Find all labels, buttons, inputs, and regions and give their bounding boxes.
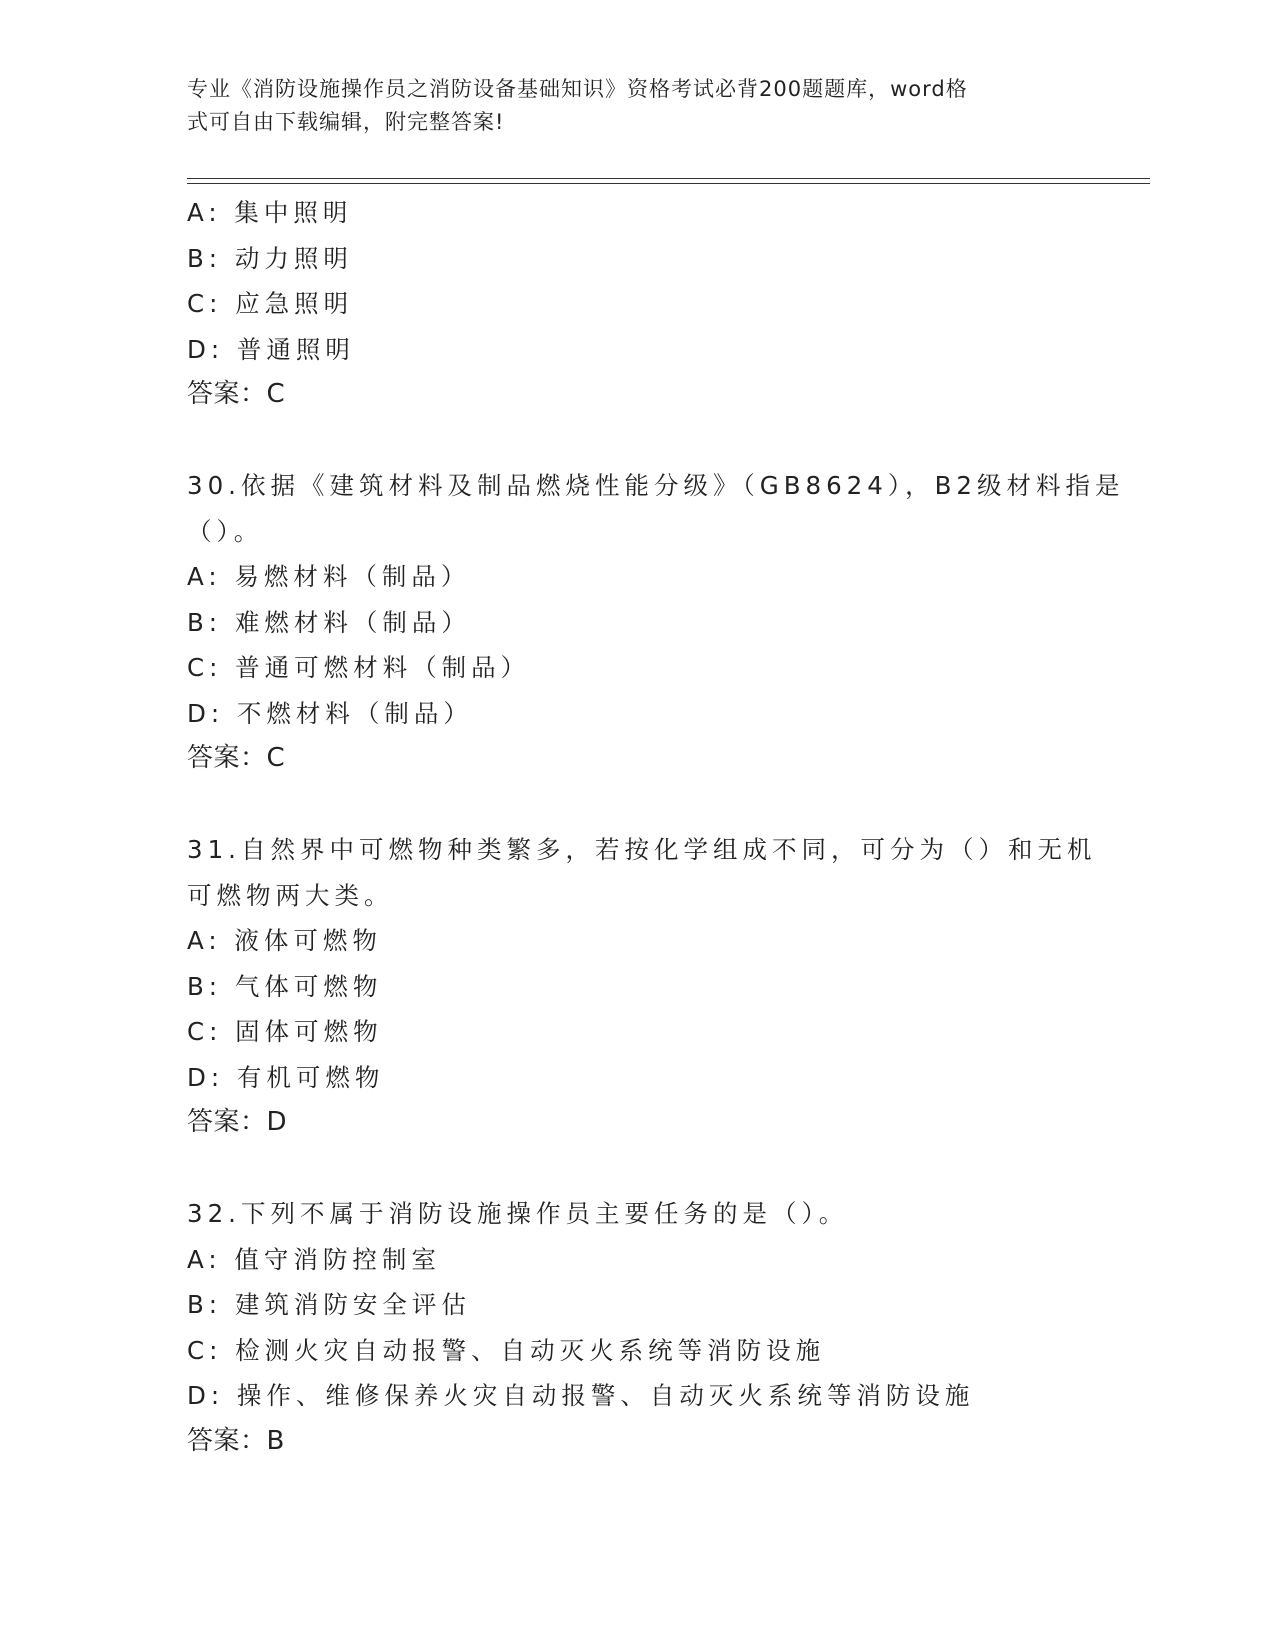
question-list: [187, 190, 1125, 1464]
option-d: D: 有机可燃物: [187, 1062, 385, 1092]
question-29: [187, 190, 1087, 418]
option-c: C: 检测火灾自动报警、自动灭火系统等消防设施: [187, 1335, 826, 1365]
option-c: C: 固体可燃物: [187, 1017, 383, 1046]
option-b: B: 动力照明: [187, 243, 353, 273]
spacer: [187, 1146, 1087, 1192]
option-d: D: 普通照明: [187, 334, 355, 364]
question-stem-line-1: 31.自然界中可燃物种类繁多，若按化学组成不同，可分为（）和无机: [187, 835, 1097, 864]
option-d: D: 不燃材料（制品）: [187, 698, 473, 728]
question-stem-line-2: 可燃物两大类。: [187, 880, 394, 910]
option-b: B: 建筑消防安全评估: [187, 1290, 471, 1319]
question-stem-line-1: 30.依据《建筑材料及制品燃烧性能分级》（GB8624），B2级材料指是: [187, 471, 1125, 500]
question-stem-line-2: （）。: [187, 516, 264, 546]
answer-line: 答案：D: [187, 1107, 288, 1137]
answer-line: 答案：C: [187, 379, 286, 409]
option-b: B: 难燃材料（制品）: [187, 607, 471, 637]
question-31: [187, 827, 1097, 1146]
option-a: A: 集中照明: [187, 198, 353, 227]
header-divider-top: [187, 178, 1150, 179]
option-a: A: 液体可燃物: [187, 926, 382, 955]
question-30: [187, 463, 1125, 782]
option-a: A: 值守消防控制室: [187, 1244, 441, 1274]
spacer: [187, 782, 1087, 828]
document-header: [187, 73, 1067, 139]
header-line-1: 专业《消防设施操作员之消防设备基础知识》资格考试必背200题题库，word格: [187, 77, 968, 101]
header-divider-bottom: [187, 183, 1150, 184]
option-b: B: 气体可燃物: [187, 971, 383, 1001]
option-d: D: 操作、维修保养火灾自动报警、自动灭火系统等消防设施: [187, 1381, 975, 1410]
spacer: [187, 418, 1087, 464]
answer-line: 答案：C: [187, 743, 286, 773]
answer-line: 答案：B: [187, 1425, 285, 1456]
option-a: A: 易燃材料（制品）: [187, 562, 471, 591]
option-c: C: 普通可燃材料（制品）: [187, 653, 531, 682]
question-stem-line-1: 32.下列不属于消防设施操作员主要任务的是（）。: [187, 1199, 849, 1228]
question-32: [187, 1191, 1087, 1464]
option-c: C: 应急照明: [187, 289, 354, 318]
header-line-2: 式可自由下载编辑，附完整答案!: [187, 110, 505, 134]
